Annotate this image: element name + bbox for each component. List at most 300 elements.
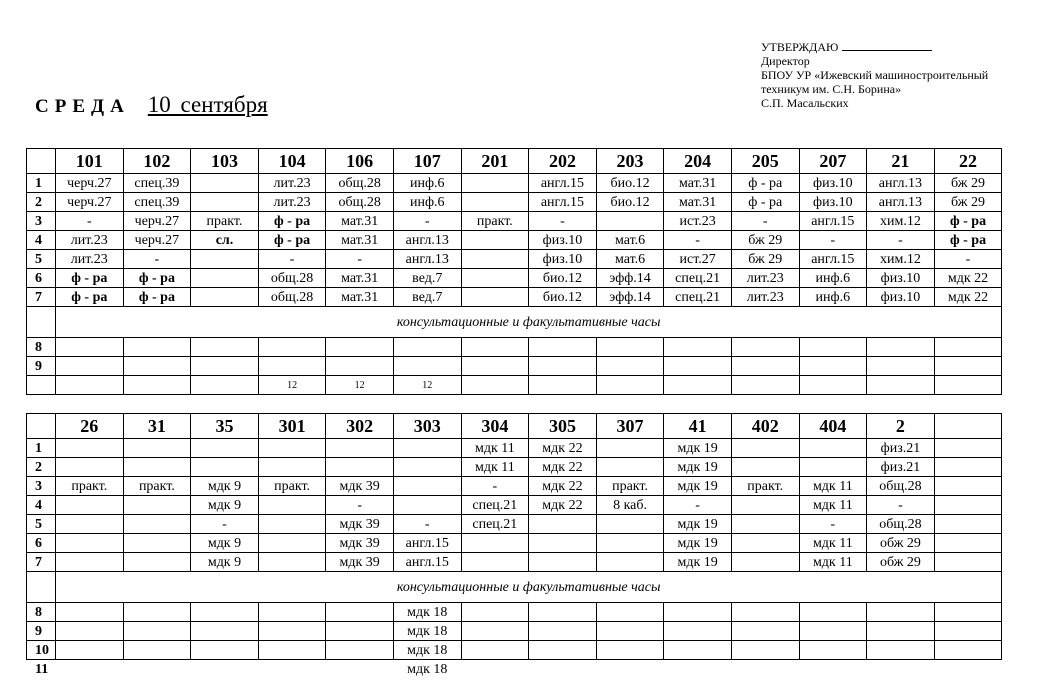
lesson-cell [393,477,461,496]
lesson-cell: хим.12 [867,212,935,231]
lesson-cell [731,376,799,395]
lesson-cell [56,603,124,622]
lesson-cell [461,338,529,357]
lesson-cell: практ. [191,212,259,231]
lesson-cell: бж 29 [934,174,1002,193]
lesson-cell: общ.28 [326,174,394,193]
lesson-cell: спец.39 [123,193,191,212]
lesson-cell [731,534,799,553]
lesson-cell: 8 каб. [596,496,664,515]
room-header: 35 [191,414,259,439]
lesson-cell [461,622,529,641]
lesson-cell: инф.6 [393,174,461,193]
room-header: 207 [799,149,867,174]
lesson-row [27,338,1002,357]
lesson-cell: инф.6 [799,288,867,307]
lesson-cell: мдк 11 [799,477,867,496]
lesson-cell [731,439,799,458]
lesson-cell: био.12 [529,269,597,288]
lesson-cell: - [258,250,326,269]
lesson-cell: ф - ра [934,231,1002,250]
lesson-cell [731,515,799,534]
lesson-cell: - [393,515,461,534]
lesson-cell [56,458,124,477]
lesson-cell [664,603,732,622]
lesson-cell [867,622,935,641]
lesson-cell [529,376,597,395]
lesson-cell [596,534,664,553]
lesson-cell: ф - ра [731,174,799,193]
lesson-number [27,376,56,395]
lesson-cell: спец.21 [664,288,732,307]
lesson-cell [258,515,326,534]
lesson-cell: мдк 22 [934,269,1002,288]
lesson-cell: - [799,515,867,534]
lesson-cell [934,477,1002,496]
lesson-cell [934,458,1002,477]
lesson-cell [123,338,191,357]
lesson-cell: - [731,212,799,231]
lesson-cell: практ. [258,477,326,496]
lesson-number: 1 [27,174,56,193]
lesson-row [27,515,1002,534]
lesson-cell [867,660,935,679]
lesson-cell: общ.28 [867,477,935,496]
lesson-number: 3 [27,477,56,496]
lesson-cell [56,553,124,572]
lesson-cell [867,376,935,395]
lesson-cell [56,622,124,641]
lesson-cell [934,357,1002,376]
lesson-cell: - [123,250,191,269]
room-header [934,414,1002,439]
approval-org-cont: техникум им. С.Н. Борина» [761,82,902,96]
lesson-row [27,603,1002,622]
lesson-cell [799,376,867,395]
lesson-cell [934,534,1002,553]
date: 10 сентября [147,92,268,117]
lesson-cell [596,212,664,231]
lesson-cell [461,357,529,376]
room-header: 305 [529,414,597,439]
room-header: 102 [123,149,191,174]
lesson-row [27,250,1002,269]
lesson-cell: ф - ра [258,231,326,250]
lesson-cell: - [664,231,732,250]
lesson-cell [731,660,799,679]
lesson-cell: англ.15 [393,553,461,572]
lesson-cell [258,357,326,376]
lesson-cell [191,250,259,269]
room-header: 402 [731,414,799,439]
lesson-cell [461,288,529,307]
lesson-row [27,439,1002,458]
lesson-cell [867,357,935,376]
lesson-cell: ф - ра [123,269,191,288]
lesson-cell: инф.6 [393,193,461,212]
room-header: 301 [258,414,326,439]
lesson-cell: общ.28 [258,269,326,288]
lesson-row [27,477,1002,496]
lesson-cell: сл. [191,231,259,250]
lesson-cell [258,622,326,641]
lesson-cell: мат.6 [596,231,664,250]
room-header: 203 [596,149,664,174]
lesson-cell: лит.23 [731,269,799,288]
lesson-cell [934,338,1002,357]
lesson-cell [461,231,529,250]
lesson-cell: био.12 [596,193,664,212]
lesson-cell [326,458,394,477]
lesson-cell: хим.12 [867,250,935,269]
lesson-cell: мдк 9 [191,534,259,553]
lesson-cell [596,515,664,534]
consult-number [27,572,56,603]
lesson-cell [934,641,1002,660]
lesson-row [27,174,1002,193]
lesson-cell: - [867,231,935,250]
lesson-cell [461,174,529,193]
lesson-number: 5 [27,515,56,534]
lesson-cell: черч.27 [56,193,124,212]
lesson-cell [934,496,1002,515]
lesson-cell [731,458,799,477]
lesson-cell: англ.15 [799,212,867,231]
lesson-row [27,641,1002,660]
lesson-cell [326,641,394,660]
room-header: 104 [258,149,326,174]
lesson-cell: мдк 22 [529,458,597,477]
lesson-cell [461,250,529,269]
corner-cell [27,149,56,174]
lesson-cell: - [326,250,394,269]
lesson-number: 2 [27,458,56,477]
lesson-cell: ф - ра [123,288,191,307]
lesson-cell [191,660,259,679]
lesson-cell: ф - ра [56,288,124,307]
lesson-cell [191,458,259,477]
lesson-cell [596,553,664,572]
lesson-cell [326,338,394,357]
lesson-cell [799,338,867,357]
signature-line [842,40,932,51]
lesson-cell [596,458,664,477]
lesson-cell: мат.31 [664,193,732,212]
lesson-cell [123,515,191,534]
lesson-cell [934,553,1002,572]
lesson-cell: мдк 19 [664,439,732,458]
room-header: 202 [529,149,597,174]
lesson-cell [596,338,664,357]
lesson-cell: - [934,250,1002,269]
lesson-cell [461,269,529,288]
lesson-cell [258,603,326,622]
lesson-cell: мдк 11 [799,534,867,553]
lesson-cell: англ.15 [529,193,597,212]
lesson-number: 8 [27,338,56,357]
lesson-cell: мдк 22 [934,288,1002,307]
lesson-cell [731,357,799,376]
lesson-cell [799,603,867,622]
lesson-cell: био.12 [596,174,664,193]
lesson-number: 3 [27,212,56,231]
room-header: 204 [664,149,732,174]
lesson-cell: - [191,515,259,534]
lesson-cell [123,439,191,458]
lesson-cell: вед.7 [393,288,461,307]
lesson-cell: мдк 18 [393,641,461,660]
lesson-cell [867,641,935,660]
lesson-cell: физ.10 [529,231,597,250]
lesson-cell [664,622,732,641]
lesson-cell [529,515,597,534]
lesson-cell: общ.28 [326,193,394,212]
lesson-cell [731,553,799,572]
lesson-row [27,553,1002,572]
lesson-cell [326,622,394,641]
corner-cell [27,414,56,439]
lesson-cell: англ.15 [393,534,461,553]
lesson-cell: бж 29 [934,193,1002,212]
lesson-cell: - [799,231,867,250]
lesson-cell: физ.10 [799,193,867,212]
lesson-cell [56,660,124,679]
lesson-cell [191,641,259,660]
lesson-cell [799,622,867,641]
lesson-cell: 12 [258,376,326,395]
lesson-cell [529,357,597,376]
lesson-cell [664,641,732,660]
lesson-cell: мдк 9 [191,477,259,496]
lesson-cell [596,660,664,679]
room-header: 106 [326,149,394,174]
lesson-cell: физ.10 [799,174,867,193]
lesson-cell: 12 [326,376,394,395]
lesson-cell [461,603,529,622]
lesson-cell [123,376,191,395]
lesson-cell [191,193,259,212]
lesson-cell [393,439,461,458]
lesson-cell [393,357,461,376]
lesson-cell [934,603,1002,622]
room-header: 304 [461,414,529,439]
lesson-cell: практ. [596,477,664,496]
lesson-row [27,622,1002,641]
lesson-cell [867,603,935,622]
lesson-cell [934,376,1002,395]
lesson-cell [191,174,259,193]
lesson-cell: лит.23 [56,250,124,269]
lesson-cell [934,622,1002,641]
lesson-cell: черч.27 [123,212,191,231]
lesson-cell: лит.23 [258,193,326,212]
lesson-cell [934,515,1002,534]
lesson-cell: спец.21 [461,515,529,534]
lesson-cell [461,553,529,572]
lesson-cell [258,534,326,553]
lesson-cell [461,193,529,212]
lesson-row [27,269,1002,288]
lesson-cell: черч.27 [56,174,124,193]
lesson-cell [258,660,326,679]
lesson-cell [529,338,597,357]
lesson-cell: англ.15 [529,174,597,193]
lesson-cell: физ.21 [867,458,935,477]
lesson-cell [191,439,259,458]
lesson-cell: бж 29 [731,231,799,250]
lesson-cell: мдк 22 [529,496,597,515]
lesson-cell [934,439,1002,458]
lesson-cell: англ.13 [867,174,935,193]
room-header: 2 [867,414,935,439]
lesson-cell [529,641,597,660]
lesson-cell [393,458,461,477]
lesson-cell: физ.10 [529,250,597,269]
lesson-cell: практ. [461,212,529,231]
lesson-cell [596,439,664,458]
lesson-cell: лит.23 [258,174,326,193]
lesson-cell [56,515,124,534]
lesson-cell: практ. [123,477,191,496]
room-header: 26 [56,414,124,439]
lesson-cell: - [664,496,732,515]
room-header: 21 [867,149,935,174]
lesson-cell [529,534,597,553]
lesson-cell: мдк 22 [529,439,597,458]
lesson-cell [56,376,124,395]
lesson-cell: ф - ра [731,193,799,212]
lesson-cell [529,622,597,641]
approval-block [761,40,1051,110]
lesson-cell: черч.27 [123,231,191,250]
lesson-cell: англ.13 [393,250,461,269]
lesson-cell: англ.13 [393,231,461,250]
lesson-cell [731,338,799,357]
consult-row [27,572,1002,603]
lesson-cell: обж 29 [867,534,935,553]
lesson-cell: мдк 19 [664,458,732,477]
schedule-table-2 [26,413,1002,679]
lesson-number: 7 [27,288,56,307]
lesson-cell [731,641,799,660]
lesson-cell: мат.31 [664,174,732,193]
lesson-cell [664,660,732,679]
approval-name: С.П. Масальских [761,96,849,110]
lesson-cell [191,603,259,622]
lesson-cell: мдк 39 [326,477,394,496]
room-header: 201 [461,149,529,174]
lesson-row [27,231,1002,250]
lesson-cell: - [56,212,124,231]
lesson-cell [731,622,799,641]
lesson-cell [123,603,191,622]
lesson-cell: мат.31 [326,212,394,231]
lesson-cell: - [461,477,529,496]
lesson-number: 4 [27,231,56,250]
consult-number [27,307,56,338]
lesson-cell [461,660,529,679]
lesson-cell [529,603,597,622]
lesson-cell [596,641,664,660]
lesson-row [27,496,1002,515]
lesson-cell [393,338,461,357]
room-header: 31 [123,414,191,439]
lesson-cell: физ.10 [867,269,935,288]
consult-note: консультационные и факультативные часы [56,572,1002,603]
lesson-cell [664,338,732,357]
lesson-cell: - [393,212,461,231]
lesson-cell [191,269,259,288]
lesson-row [27,288,1002,307]
lesson-cell [529,553,597,572]
lesson-cell: практ. [56,477,124,496]
lesson-number: 9 [27,622,56,641]
lesson-cell [123,534,191,553]
approval-line [761,40,1051,54]
lesson-cell [664,376,732,395]
lesson-cell: бж 29 [731,250,799,269]
lesson-cell: эфф.14 [596,288,664,307]
lesson-cell: мдк 39 [326,534,394,553]
lesson-cell: мдк 11 [799,496,867,515]
lesson-cell: - [529,212,597,231]
lesson-cell: англ.15 [799,250,867,269]
lesson-cell: мдк 39 [326,553,394,572]
lesson-number: 10 [27,641,56,660]
lesson-cell: мдк 11 [799,553,867,572]
lesson-cell: мат.31 [326,231,394,250]
lesson-cell [191,288,259,307]
lesson-row [27,660,1002,679]
lesson-cell: мдк 18 [393,622,461,641]
lesson-cell: мдк 11 [461,458,529,477]
lesson-cell [596,376,664,395]
lesson-cell [258,458,326,477]
approval-title: УТВЕРЖДАЮ [761,40,839,54]
room-header: 107 [393,149,461,174]
room-header: 205 [731,149,799,174]
lesson-cell: инф.6 [799,269,867,288]
lesson-cell: 12 [393,376,461,395]
lesson-cell [123,458,191,477]
lesson-cell [393,496,461,515]
lesson-cell [799,660,867,679]
lesson-cell: мат.31 [326,269,394,288]
lesson-cell [867,338,935,357]
lesson-cell [56,641,124,660]
lesson-cell [326,660,394,679]
lesson-row [27,193,1002,212]
lesson-number: 4 [27,496,56,515]
lesson-cell: общ.28 [258,288,326,307]
lesson-cell [123,660,191,679]
lesson-cell [191,622,259,641]
lesson-cell [596,622,664,641]
lesson-cell: мдк 9 [191,553,259,572]
lesson-cell: мдк 19 [664,477,732,496]
lesson-cell: ф - ра [56,269,124,288]
room-header: 303 [393,414,461,439]
lesson-cell: физ.21 [867,439,935,458]
lesson-cell: вед.7 [393,269,461,288]
lesson-cell: мдк 11 [461,439,529,458]
lesson-cell [123,641,191,660]
lesson-cell [56,534,124,553]
lesson-cell: лит.23 [56,231,124,250]
lesson-cell [664,357,732,376]
lesson-cell: мдк 18 [407,661,448,677]
consult-note: консультационные и факультативные часы [56,307,1002,338]
